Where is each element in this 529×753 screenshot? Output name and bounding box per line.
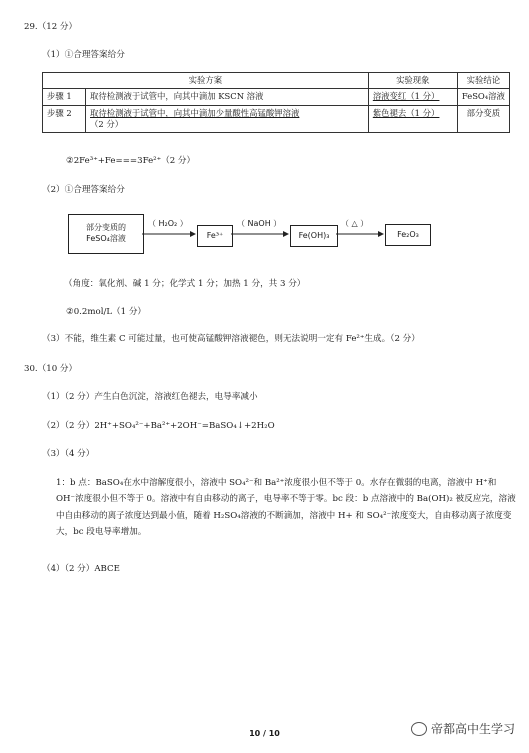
- step-plan: 取待检测液于试管中，向其中滴加少量酸性高锰酸钾溶液: [90, 107, 300, 118]
- wechat-icon: [411, 722, 427, 736]
- step-label: 步骤 2: [43, 105, 86, 133]
- flow-arrow-label-2: （ NaOH ）: [237, 219, 282, 228]
- flow-box-start-line1: 部分变质的: [86, 223, 126, 233]
- table-header-phenomenon: 实验现象: [368, 73, 457, 89]
- step-plan: 取待检测液于试管中，向其中滴加 KSCN 溶液: [86, 89, 369, 105]
- q29-part2-label: （2）①合理答案给分: [42, 185, 125, 195]
- q30-part1: （1）（2 分）产生白色沉淀，溶液红色褪去，电导率减小: [42, 392, 258, 402]
- page-number: 10 / 10: [249, 729, 280, 738]
- step-phenomenon: 紫色褪去（1 分）: [368, 105, 457, 133]
- flow-box-fe3: Fe³⁺: [197, 225, 233, 247]
- q30-part3-label: （3）（4 分）: [42, 449, 95, 459]
- flow-arrow-label-3: （ △ ）: [341, 219, 369, 228]
- q30-part3-explanation: 1：b 点：BaSO₄在水中溶解度很小，溶液中 SO₄²⁻和 Ba²⁺浓度很小但不等于 0。水存在微弱的电离，溶液中 H⁺和 OH⁻浓度很小但不等于 0。溶液中有自由移动的离子，电导率不等于零。bc 段：b 点溶液中的 Ba(OH)₂ 被反应完，溶液中自由移动的离子浓度达到最小值，随着 H₂SO₄溶液的不断滴加，溶液中 H+ 和 SO₄²⁻浓度变大，自由移动离子浓度变大，bc 段电导率增加。: [56, 478, 516, 537]
- q30-part4: （4）（2 分）ABCE: [42, 564, 120, 574]
- step-score: （2 分）: [90, 119, 124, 130]
- step-conclusion: 部分变质: [457, 105, 509, 133]
- q29-part1-label: （1）①合理答案给分: [42, 50, 125, 60]
- step-conclusion: FeSO₄溶液: [457, 89, 509, 105]
- table-header-conclusion: 实验结论: [457, 73, 509, 89]
- flow-arrow-label-1: （ H₂O₂ ）: [148, 219, 188, 228]
- q29-equation: ②2Fe³⁺+Fe===3Fe²⁺（2 分）: [66, 156, 196, 166]
- q29-scoring-note: （角度：氧化剂、碱 1 分；化学式 1 分；加热 1 分，共 3 分）: [64, 279, 306, 289]
- table-header-plan: 实验方案: [43, 73, 369, 89]
- q30-part2: （2）（2 分）2H⁺+SO₄²⁻+Ba²⁺+2OH⁻=BaSO₄↓+2H₂O: [42, 421, 275, 431]
- step-phenomenon: 溶液变红（1 分）: [368, 89, 457, 105]
- q30-title: 30.（10 分）: [24, 364, 78, 374]
- flow-box-start-line2: FeSO₄溶液: [86, 234, 126, 243]
- q29-concentration: ②0.2mol/L（1 分）: [66, 307, 147, 317]
- step-label: 步骤 1: [43, 89, 86, 105]
- flow-box-feoh3: Fe(OH)₃: [290, 225, 338, 247]
- flow-box-fe2o3: Fe₂O₃: [385, 224, 431, 246]
- watermark-text: 帝都高中生学习: [430, 722, 515, 736]
- q29-part3: （3）不能，维生素 C 可能过量，也可使高锰酸钾溶液褪色，则无法说明一定有 Fe²⁺生成。（2 分）: [42, 334, 420, 344]
- q29-title: 29.（12 分）: [24, 22, 78, 32]
- watermark: [411, 721, 515, 737]
